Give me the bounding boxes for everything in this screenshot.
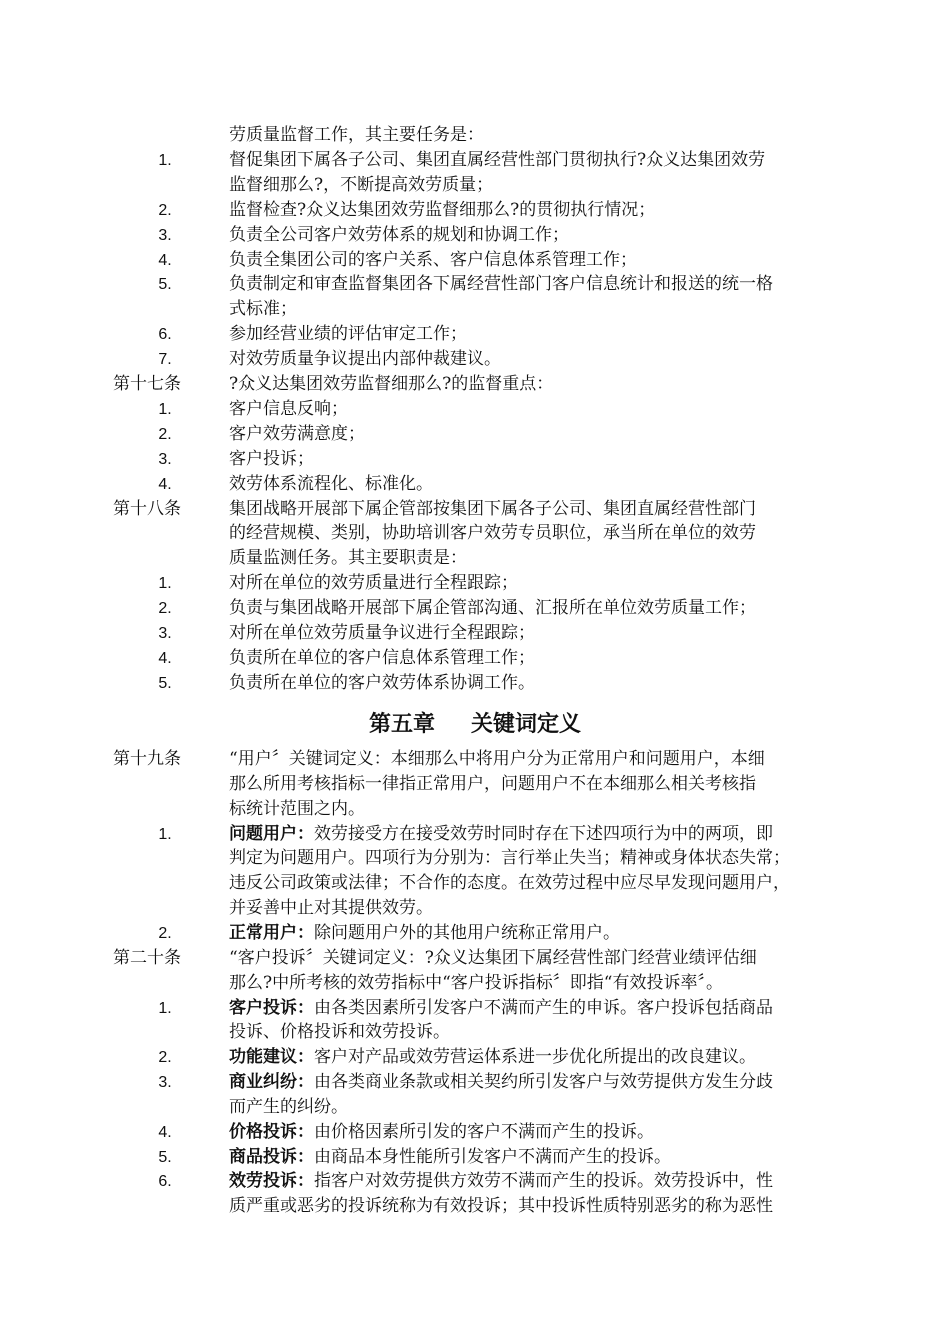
- line-text: [229, 946, 757, 971]
- defined-term: 价格投诉：: [229, 1121, 314, 1142]
- line-content: 客户对产品或效劳营运体系进一步优化所提出的改良建议。: [314, 1047, 756, 1068]
- item-number: 5.: [158, 1148, 172, 1166]
- line-text: [229, 297, 297, 322]
- line-text: [229, 1169, 773, 1194]
- article-label: 第十九条: [113, 749, 181, 769]
- line-text: [229, 1020, 450, 1045]
- line-text: [229, 871, 790, 896]
- item-number: 4.: [158, 1123, 172, 1141]
- list-item: [0, 596, 950, 621]
- line-text: [229, 497, 756, 522]
- item-number: 1.: [158, 999, 172, 1017]
- line-text: [229, 1120, 654, 1145]
- article-line: [0, 372, 950, 397]
- list-item: [0, 447, 950, 472]
- line-content: 负责所在单位的客户信息体系管理工作；: [229, 647, 535, 668]
- line-text: [229, 896, 433, 921]
- item-number: 5.: [158, 674, 172, 692]
- line-content: 由各类商业条款或相关契约所引发客户与效劳提供方发生分歧: [314, 1072, 773, 1093]
- line-content: 客户信息反响；: [229, 398, 348, 419]
- line-text: [229, 447, 314, 472]
- line-content: 并妥善中止对其提供效劳。: [229, 898, 433, 919]
- line-text: [229, 372, 553, 397]
- list-item: [0, 322, 950, 347]
- text-line: [0, 772, 950, 797]
- text-line: [0, 1020, 950, 1045]
- line-text: [229, 248, 637, 273]
- text-line: [0, 971, 950, 996]
- line-content: 效劳接受方在接受效劳时同时存在下述四项行为中的两项，即: [314, 823, 773, 844]
- line-text: [229, 971, 723, 996]
- text-line: [0, 896, 950, 921]
- line-content: 劳质量监督工作，其主要任务是：: [229, 125, 484, 145]
- line-content: 对所在单位效劳质量争议进行全程跟踪；: [229, 623, 535, 643]
- line-content: 负责全公司客户效劳体系的规划和协调工作；: [229, 224, 569, 245]
- defined-term: 商品投诉：: [229, 1146, 314, 1167]
- line-text: [229, 671, 535, 696]
- line-content: 对效劳质量争议提出内部仲裁建议。: [229, 349, 501, 370]
- defined-term: 效劳投诉：: [229, 1171, 314, 1192]
- list-item: [0, 1145, 950, 1170]
- item-number: 3.: [158, 450, 172, 468]
- article-line: [0, 946, 950, 971]
- line-text: [229, 347, 501, 372]
- list-item: [0, 921, 950, 946]
- list-item: [0, 347, 950, 372]
- list-item: [0, 621, 950, 646]
- line-text: [229, 1095, 348, 1120]
- article-label: 第十七条: [113, 374, 181, 394]
- line-content: 客户投诉；: [229, 448, 314, 469]
- item-number: 2.: [158, 1049, 172, 1067]
- line-content: 对所在单位的效劳质量进行全程跟踪；: [229, 573, 518, 594]
- article-line: [0, 747, 950, 772]
- line-text: [229, 822, 773, 847]
- item-number: 2.: [158, 201, 172, 219]
- line-content: 质量监测任务。其主要职责是：: [229, 548, 467, 569]
- list-item: [0, 148, 950, 173]
- line-content: 集团战略开展部下属企管部按集团下属各子公司、集团直属经营性部门: [229, 498, 756, 519]
- line-text: [229, 322, 467, 347]
- line-text: [229, 772, 756, 797]
- line-content: 负责所在单位的客户效劳体系协调工作。: [229, 672, 535, 693]
- article-label: 第二十条: [113, 947, 181, 968]
- line-text: [229, 1145, 671, 1170]
- line-text: [229, 996, 773, 1021]
- line-text: [229, 1070, 773, 1095]
- list-item: [0, 1169, 950, 1194]
- text-line: [0, 546, 950, 571]
- list-item: [0, 822, 950, 847]
- item-number: 2.: [158, 425, 172, 443]
- list-item: [0, 646, 950, 671]
- line-content: 除问题用户外的其他用户统称正常用户。: [314, 922, 620, 943]
- line-content: 监督检查?众义达集团效劳监督细那么?的贯彻执行情况；: [229, 199, 656, 220]
- chapter-title: 关键词定义: [471, 712, 582, 737]
- line-content: 监督细那么?，不断提高效劳质量；: [229, 174, 494, 195]
- list-item: [0, 996, 950, 1021]
- item-number: 3.: [158, 226, 172, 244]
- item-number: 4.: [158, 649, 172, 667]
- line-content: “用户〞关键词定义：本细那么中将用户分为正常用户和问题用户，本细: [229, 749, 765, 769]
- line-content: 投诉、价格投诉和效劳投诉。: [229, 1022, 450, 1043]
- line-text: [229, 797, 365, 822]
- article-line: [0, 497, 950, 522]
- list-item: [0, 1045, 950, 1070]
- item-number: 7.: [158, 351, 172, 369]
- item-number: 6.: [158, 1173, 172, 1191]
- line-content: 质严重或恶劣的投诉统称为有效投诉；其中投诉性质特别恶劣的称为恶性: [229, 1196, 773, 1217]
- line-content: 而产生的纠纷。: [229, 1096, 348, 1117]
- line-content: “客户投诉〞关键词定义：?众义达集团下属经营性部门经营业绩评估细: [229, 947, 757, 968]
- line-text: [229, 1045, 756, 1070]
- line-content: 效劳体系流程化、标准化。: [229, 473, 433, 494]
- article-label: 第十八条: [113, 498, 181, 519]
- line-content: 判定为问题用户。四项行为分别为：言行举止失当；精神或身体状态失常；: [229, 848, 790, 869]
- text-line: [0, 173, 950, 198]
- defined-term: 问题用户：: [229, 823, 314, 844]
- item-number: 3.: [158, 625, 172, 642]
- line-text: [229, 521, 756, 546]
- list-item: [0, 248, 950, 273]
- line-content: 由商品本身性能所引发客户不满而产生的投诉。: [314, 1146, 671, 1167]
- text-line: [0, 1194, 950, 1219]
- line-text: [229, 1194, 773, 1219]
- item-number: 1.: [158, 825, 172, 843]
- line-text: [229, 846, 790, 871]
- list-item: [0, 198, 950, 223]
- line-content: 由价格因素所引发的客户不满而产生的投诉。: [314, 1121, 654, 1142]
- line-text: [229, 422, 365, 447]
- line-text: [229, 546, 467, 571]
- text-line: [0, 123, 950, 148]
- line-text: [229, 621, 535, 646]
- text-line: [0, 521, 950, 546]
- line-text: [229, 397, 348, 422]
- list-item: [0, 422, 950, 447]
- text-line: [0, 1095, 950, 1120]
- defined-term: 客户投诉：: [229, 997, 314, 1018]
- line-content: 参加经营业绩的评估审定工作；: [229, 324, 467, 345]
- list-item: [0, 571, 950, 596]
- item-number: 4.: [158, 251, 172, 269]
- text-line: [0, 297, 950, 322]
- list-item: [0, 1120, 950, 1145]
- chapter-heading: [0, 707, 950, 743]
- text-line: [0, 846, 950, 871]
- text-line: [0, 871, 950, 896]
- list-item: [0, 472, 950, 497]
- line-content: 由各类因素所引发客户不满而产生的申诉。客户投诉包括商品: [314, 997, 773, 1018]
- line-text: [229, 472, 433, 497]
- list-item: [0, 223, 950, 248]
- line-content: 负责制定和审查监督集团各下属经营性部门客户信息统计和报送的统一格: [229, 274, 773, 295]
- list-item: [0, 272, 950, 297]
- line-content: 负责全集团公司的客户关系、客户信息体系管理工作；: [229, 249, 637, 270]
- line-content: 客户效劳满意度；: [229, 423, 365, 444]
- line-content: 负责与集团战略开展部下属企管部沟通、汇报所在单位效劳质量工作；: [229, 598, 756, 619]
- line-text: [229, 921, 620, 946]
- line-text: [229, 198, 655, 223]
- item-number: 2.: [158, 924, 172, 942]
- line-text: [229, 148, 765, 173]
- item-number: 5.: [158, 276, 172, 294]
- list-item: [0, 1070, 950, 1095]
- item-number: 6.: [158, 326, 172, 344]
- line-text: [229, 596, 756, 621]
- defined-term: 功能建议：: [229, 1047, 314, 1068]
- line-text: [229, 272, 773, 297]
- line-text: [229, 173, 493, 198]
- line-text: [229, 571, 518, 596]
- item-number: 2.: [158, 600, 172, 618]
- list-item: [0, 397, 950, 422]
- item-number: 1.: [158, 400, 172, 418]
- line-content: 标统计范围之内。: [229, 798, 365, 819]
- list-item: [0, 671, 950, 696]
- defined-term: 商业纠纷：: [229, 1072, 314, 1093]
- item-number: 3.: [158, 1074, 172, 1092]
- line-text: [229, 646, 535, 671]
- line-content: ?众义达集团效劳监督细那么?的监督重点：: [229, 374, 554, 394]
- item-number: 4.: [158, 475, 172, 493]
- line-text: [229, 747, 765, 772]
- line-content: 式标准；: [229, 299, 297, 320]
- chapter-number: 第五章: [368, 712, 435, 737]
- defined-term: 正常用户：: [229, 922, 314, 943]
- line-text: [229, 223, 569, 248]
- line-content: 那么?中所考核的效劳指标中“客户投诉指标〞即指“有效投诉率〞。: [229, 972, 723, 993]
- line-text: [229, 123, 484, 148]
- line-content: 违反公司政策或法律；不合作的态度。在效劳过程中应尽早发现问题用户，: [229, 873, 790, 894]
- line-content: 的经营规模、类别，协助培训客户效劳专员职位，承当所在单位的效劳: [229, 523, 756, 544]
- item-number: 1.: [158, 575, 172, 593]
- line-content: 那么所用考核指标一律指正常用户，问题用户不在本细那么相关考核指: [229, 773, 756, 794]
- line-content: 指客户对效劳提供方效劳不满而产生的投诉。效劳投诉中，性: [314, 1171, 773, 1192]
- text-line: [0, 797, 950, 822]
- item-number: 1.: [158, 151, 172, 169]
- line-content: 督促集团下属各子公司、集团直属经营性部门贯彻执行?众义达集团效劳: [229, 149, 766, 170]
